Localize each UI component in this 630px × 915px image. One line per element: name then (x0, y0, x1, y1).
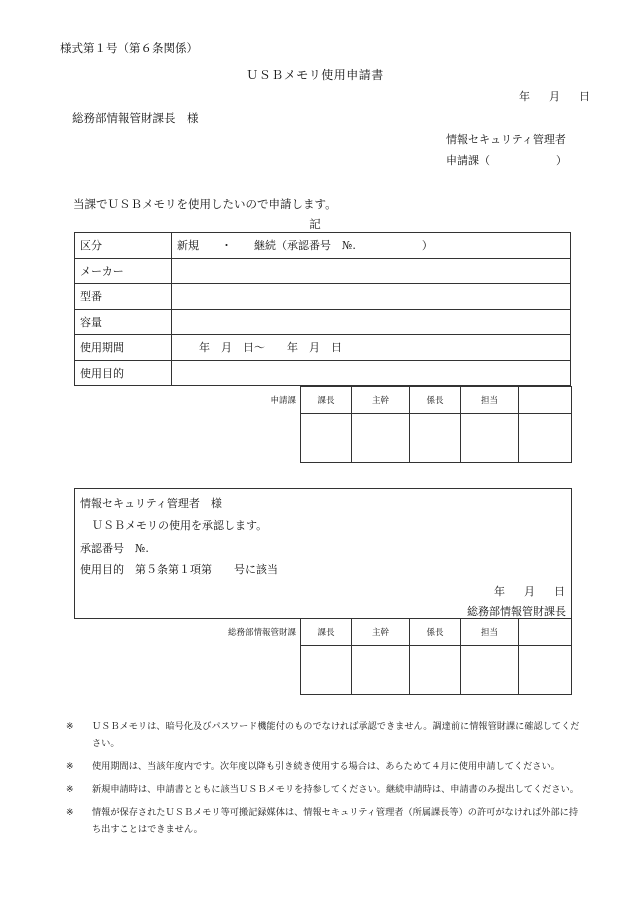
date-day: 日 (554, 585, 565, 598)
document-title: ＵＳＢメモリ使用申請書 (246, 68, 384, 82)
row-label: 容量 (75, 309, 172, 335)
period-month-end: 月 (309, 341, 320, 355)
stamp-section-label: 総務部情報管財課 (227, 628, 296, 638)
form-number: 様式第１号（第６条関係） (60, 41, 198, 55)
note-item (66, 781, 586, 798)
approval-date (494, 583, 565, 599)
date-day: 日 (579, 90, 590, 103)
admin-approval-stamps (200, 618, 572, 695)
note-mark: ※ (66, 784, 74, 795)
notes-list (66, 718, 586, 844)
table-row (75, 284, 571, 310)
stamp-cell[interactable] (461, 414, 519, 463)
stamp-header: 主幹 (352, 387, 410, 414)
intro-text: 当課でＵＳＢメモリを使用したいので申請します。 (73, 197, 337, 211)
date-year: 年 (494, 585, 505, 598)
note-mark: ※ (66, 761, 74, 772)
stamp-header: 担当 (461, 619, 519, 646)
note-item (66, 804, 586, 838)
date-year: 年 (519, 90, 530, 103)
stamp-header: 担当 (461, 387, 519, 414)
approval-purpose: 使用目的 第５条第１項第 号に該当 (80, 563, 278, 576)
ki-heading: 記 (309, 217, 321, 231)
note-text: ＵＳＢメモリは、暗号化及びパスワード機能付のものでなければ承認できません。調達前に情報管財課に確認してください。 (92, 721, 580, 749)
category-field[interactable]: 新規 ・ 継続（承認番号 №. ） (172, 233, 571, 259)
applicant-department: 申請課（ ） (446, 154, 567, 167)
approval-signer: 総務部情報管財課長 (467, 605, 566, 618)
date-month: 月 (524, 585, 535, 598)
addressee: 総務部情報管財課長 様 (72, 111, 199, 125)
stamp-cell[interactable] (519, 646, 572, 695)
row-label: 使用期間 (75, 335, 172, 361)
stamp-header (519, 619, 572, 646)
note-mark: ※ (66, 721, 74, 732)
note-item (66, 758, 586, 775)
stamp-header: 主幹 (352, 619, 410, 646)
application-table (74, 232, 571, 386)
approval-section (74, 488, 572, 619)
maker-field[interactable] (172, 258, 571, 284)
stamp-cell[interactable] (352, 414, 410, 463)
table-row (75, 309, 571, 335)
row-label: 区分 (75, 233, 172, 259)
period-year-start: 年 (199, 341, 210, 355)
stamp-header: 係長 (410, 619, 461, 646)
stamp-section-label: 申請課 (270, 396, 296, 406)
model-field[interactable] (172, 284, 571, 310)
stamp-cell[interactable] (410, 414, 461, 463)
capacity-field[interactable] (172, 309, 571, 335)
applicant-approval-stamps (230, 386, 572, 463)
stamp-header: 課長 (301, 619, 352, 646)
note-text: 情報が保存されたＵＳＢメモリ等可搬記録媒体は、情報セキュリティ管理者（所属課長等）の許可がなければ外部に持ち出すことはできません。 (92, 807, 579, 835)
application-date (519, 88, 590, 104)
table-row (75, 233, 571, 259)
period-year-end: 年 (287, 341, 298, 355)
note-mark: ※ (66, 807, 74, 818)
note-item (66, 718, 586, 752)
row-label: 型番 (75, 284, 172, 310)
usage-purpose-field[interactable] (172, 360, 571, 386)
row-label: 使用目的 (75, 360, 172, 386)
stamp-cell[interactable] (410, 646, 461, 695)
approval-addressee: 情報セキュリティ管理者 様 (80, 497, 222, 510)
approval-number: 承認番号 №. (80, 542, 149, 555)
date-month: 月 (549, 90, 560, 103)
table-row (75, 360, 571, 386)
stamp-cell[interactable] (352, 646, 410, 695)
stamp-cell[interactable] (519, 414, 572, 463)
applicant-role: 情報セキュリティ管理者 (446, 133, 566, 146)
period-day-end: 日 (331, 341, 342, 355)
row-label: メーカー (75, 258, 172, 284)
stamp-header (519, 387, 572, 414)
note-text: 使用期間は、当該年度内です。次年度以降も引き続き使用する場合は、あらためて４月に使用申請してください。 (92, 761, 560, 772)
period-month-start: 月 (221, 341, 232, 355)
table-row (75, 258, 571, 284)
stamp-header: 係長 (410, 387, 461, 414)
approval-message: ＵＳＢメモリの使用を承認します。 (92, 519, 268, 532)
stamp-cell[interactable] (461, 646, 519, 695)
table-row (75, 335, 571, 361)
stamp-cell[interactable] (301, 646, 352, 695)
period-day-start: 日～ (243, 341, 265, 355)
note-text: 新規申請時は、申請書とともに該当ＵＳＢメモリを持参してください。継続申請時は、申請書のみ提出してください。 (92, 784, 579, 795)
stamp-cell[interactable] (301, 414, 352, 463)
stamp-header: 課長 (301, 387, 352, 414)
usage-period-field[interactable] (172, 335, 571, 361)
